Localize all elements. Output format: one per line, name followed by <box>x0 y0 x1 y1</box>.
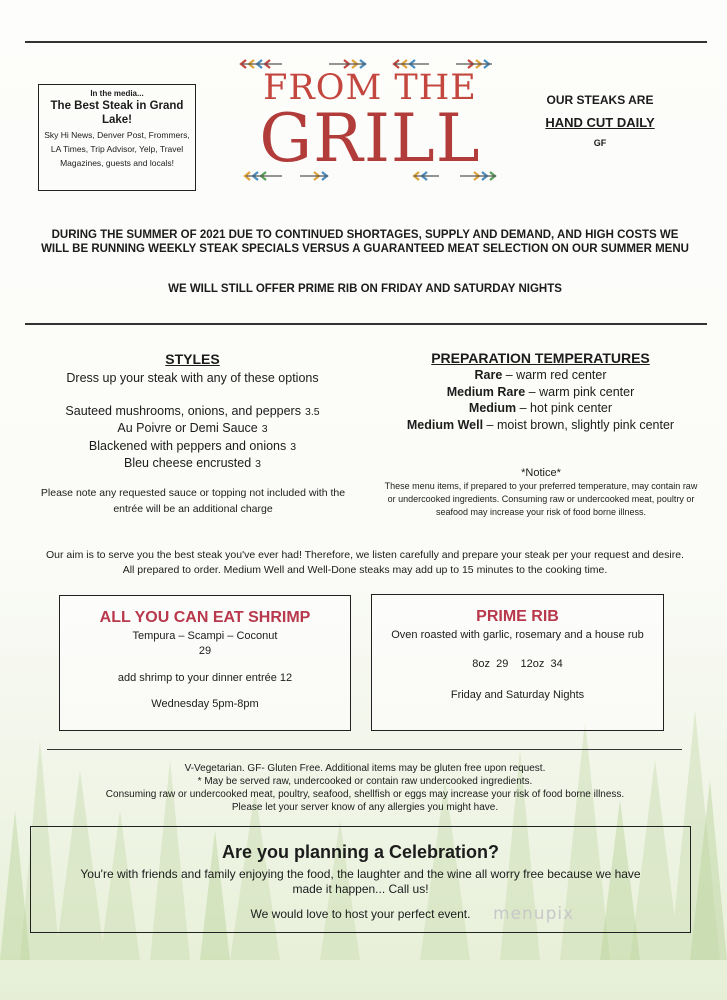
style-option: Au Poivre or Demi Sauce 3 <box>117 421 268 435</box>
footer-divider <box>47 749 682 750</box>
prime-rib-box <box>371 594 664 731</box>
temperature-item: Medium Well – moist brown, slightly pink center <box>406 417 675 432</box>
temperature-item: Rare – warm red center <box>474 368 607 382</box>
style-option: Blackened with peppers and onions 3 <box>88 438 297 453</box>
steaks-heading <box>530 92 670 149</box>
steaks-heading-line-1: OUR STEAKS ARE <box>546 93 654 107</box>
media-headline: The Best Steak in Grand Lake! <box>50 100 184 126</box>
celebration-text: You're with friends and family enjoying the food, the laughter and the wine all worry free because we have made it happen... Call us! <box>80 867 641 896</box>
style-option: Bleu cheese encrusted 3 <box>123 456 261 470</box>
styles-title: STYLES <box>165 351 220 367</box>
aim-line-1: Our aim is to serve you the best steak you've ever had! Therefore, we listen carefully and prepare your steak per your request and desire. <box>46 549 684 561</box>
from-the-grill-logo <box>234 58 506 186</box>
media-kicker: In the media... <box>90 89 144 98</box>
raw-food-notice <box>382 466 700 519</box>
celebration-closing: We would love to host your perfect event. <box>250 907 471 921</box>
temperatures-title: PREPARATION TEMPERATURES <box>431 350 650 366</box>
aim-line-2: All prepared to order. Medium Well and Well-Done steaks may add up to 15 minutes to the cooking time. <box>122 564 608 576</box>
temperature-item: Medium – hot pink center <box>468 401 613 415</box>
footer-line-1: V-Vegetarian. GF- Gluten Free. Additional items may be gluten free upon request. <box>184 763 546 774</box>
media-sources: Sky Hi News, Denver Post, Frommers, LA Times, Trip Advisor, Yelp, Travel Magazines, guests and locals! <box>44 130 190 168</box>
celebration-title: Are you planning a Celebration? <box>221 842 500 862</box>
logo-line-1: FROM THE <box>263 68 477 108</box>
our-aim-text <box>20 548 710 578</box>
styles-intro: Dress up your steak with any of these options <box>66 371 319 385</box>
summer-announcement: DURING THE SUMMER OF 2021 DUE TO CONTINUED SHORTAGES, SUPPLY AND DEMAND, AND HIGH COSTS WE WILL BE RUNNING WEEKLY STEAK SPECIALS VERSUS A GUARANTEED MEAT SELECTION ON OUR SUMMER MENU <box>41 229 689 255</box>
top-divider <box>25 41 707 43</box>
notice-text: These menu items, if prepared to your preferred temperature, may contain raw or undercooked ingredients. Consuming raw or undercooked meat, poultry or seafood may increase your risk of food borne illness. <box>384 481 698 517</box>
temperature-item: Medium Rare – warm pink center <box>446 384 635 399</box>
prime-rib-description: Oven roasted with garlic, rosemary and a house rub <box>391 629 644 641</box>
celebration-box <box>30 826 691 933</box>
menupix-watermark: menupix <box>493 904 575 924</box>
shrimp-schedule: Wednesday 5pm-8pm <box>151 698 259 710</box>
prime-rib-schedule: Friday and Saturday Nights <box>450 689 585 701</box>
sauce-charge-note: Please note any requested sauce or topping not included with the entrée will be an additional charge <box>40 487 346 515</box>
notice-header: *Notice* <box>521 467 561 479</box>
shrimp-title: ALL YOU CAN EAT SHRIMP <box>99 609 311 626</box>
prime-rib-sizes: 8oz 29 12oz 34 <box>472 658 563 670</box>
temperatures-section <box>378 349 703 433</box>
steaks-heading-line-2: HAND CUT DAILY <box>545 115 655 130</box>
prime-rib-announcement: WE WILL STILL OFFER PRIME RIB ON FRIDAY AND SATURDAY NIGHTS <box>168 283 562 295</box>
logo-line-2: GRILL <box>259 100 481 177</box>
footer-line-2: * May be served raw, undercooked or contain raw undercooked ingredients. <box>197 776 533 787</box>
shrimp-styles: Tempura – Scampi – Coconut <box>132 630 278 642</box>
gluten-free-tag: GF <box>593 138 607 148</box>
dietary-footer <box>40 762 690 814</box>
media-box <box>38 84 196 191</box>
style-option: Sauteed mushrooms, onions, and peppers 3.5 <box>65 403 320 418</box>
shrimp-addon: add shrimp to your dinner entrée 12 <box>117 672 293 684</box>
styles-section <box>30 350 355 473</box>
mid-divider <box>25 323 707 325</box>
prime-rib-title: PRIME RIB <box>476 608 559 625</box>
footer-line-3: Consuming raw or undercooked meat, poultry, seafood, shellfish or eggs may increase your risk of food borne illness. <box>105 789 625 800</box>
footer-line-4: Please let your server know of any allergies you might have. <box>231 802 499 813</box>
shrimp-price: 29 <box>198 645 212 657</box>
shrimp-special-box <box>59 595 351 731</box>
